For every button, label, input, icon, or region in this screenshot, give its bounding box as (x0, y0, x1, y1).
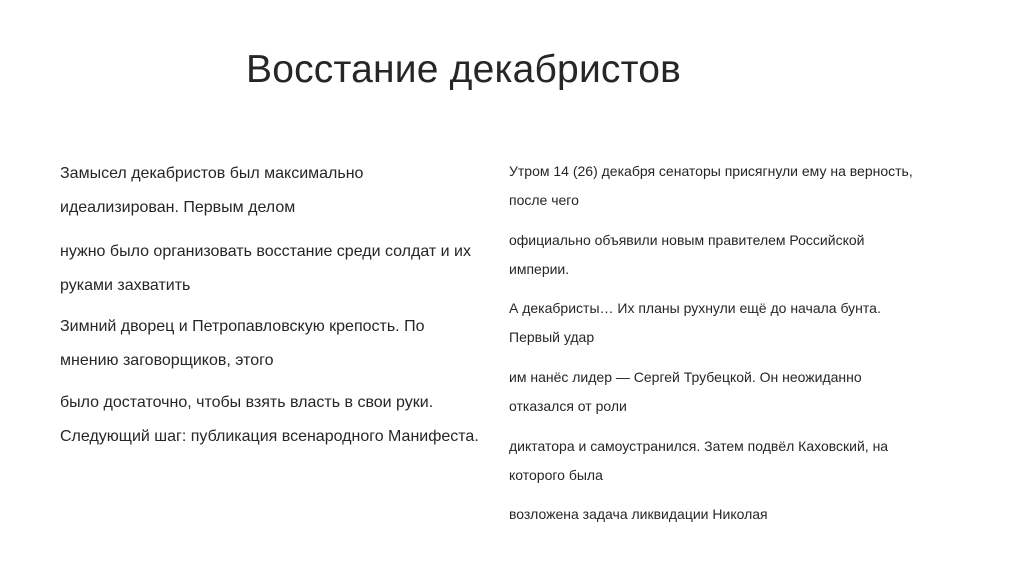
right-paragraph (509, 226, 864, 284)
text-line: отказался от роли (509, 398, 627, 414)
text-line: Первый удар (509, 329, 595, 345)
left-paragraph (60, 386, 479, 454)
text-line: мнению заговорщиков, этого (60, 352, 274, 369)
text-line: им нанёс лидер — Сергей Трубецкой. Он неожиданно (509, 369, 862, 385)
text-line: было достаточно, чтобы взять власть в свои руки. (60, 394, 434, 411)
left-paragraph (60, 235, 471, 303)
text-line: руками захватить (60, 277, 191, 294)
text-line: империи. (509, 261, 570, 277)
right-paragraph (509, 294, 881, 352)
text-line: после чего (509, 192, 579, 208)
text-line: диктатора и самоустранился. Затем подвёл Каховский, на (509, 438, 889, 454)
text-line: А декабристы… Их планы рухнули ещё до начала бунта. (509, 300, 881, 316)
text-line: нужно было организовать восстание среди солдат и их (60, 243, 471, 260)
text-line: Утром 14 (26) декабря сенаторы присягнули ему на верность, (509, 163, 913, 179)
text-line: идеализирован. Первым делом (60, 199, 296, 216)
text-line: возложена задача ликвидации Николая (509, 506, 768, 522)
right-paragraph (509, 157, 913, 215)
left-paragraph (60, 157, 363, 225)
right-paragraph (509, 363, 862, 421)
left-paragraph (60, 310, 424, 378)
text-line: Зимний дворец и Петропавловскую крепость. По (60, 318, 425, 335)
text-line: Следующий шаг: публикация всенародного Манифеста. (60, 428, 479, 445)
text-line: официально объявили новым правителем Российской (509, 232, 865, 248)
text-line: которого была (509, 467, 603, 483)
slide-title: Восстание декабристов (246, 48, 682, 91)
right-paragraph (509, 500, 768, 529)
text-line: Замысел декабристов был максимально (60, 165, 364, 182)
right-paragraph (509, 432, 888, 490)
